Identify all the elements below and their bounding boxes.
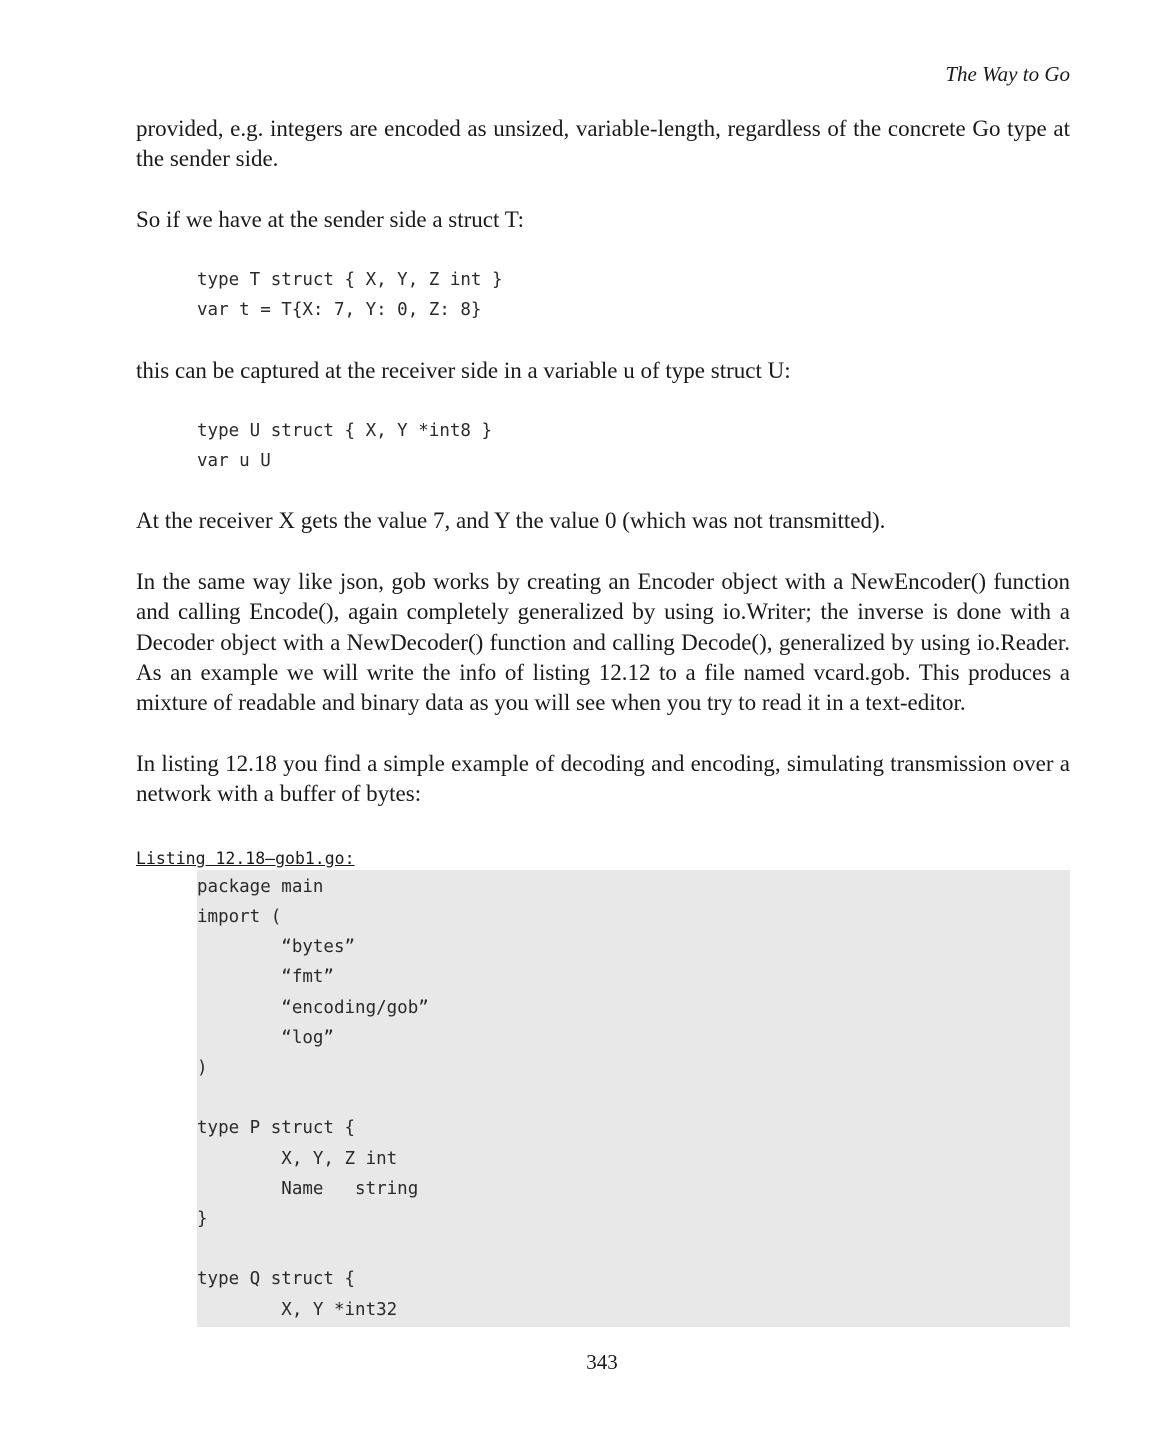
code-struct-t: type T struct { X, Y, Z int } var t = T{X: 7, Y: 0, Z: 8}	[197, 270, 503, 321]
paragraph-encoder-decoder: In the same way like json, gob works by creating an Encoder object with a NewEncoder() function and calling Encode(), again completely generalized by using io.Writer; the inverse is done with a Decoder object with a NewDecoder() function and calling Decode(), generalized by using io.Reader. As an example we will write the info of listing 12.12 to a file named vcard.gob. This produces a mixture of readable and binary data as you will see when you try to read it in a text-editor.	[136, 568, 1070, 716]
page-body	[136, 114, 1070, 1327]
listing-code-block	[197, 870, 1070, 1327]
paragraph-receiver-struct: this can be captured at the receiver side in a variable u of type struct U:	[136, 357, 791, 383]
running-header: The Way to Go	[945, 62, 1070, 86]
page-number: 343	[586, 1350, 618, 1374]
code-struct-u: type U struct { X, Y *int8 } var u U	[197, 421, 493, 472]
paragraph-sender-struct: So if we have at the sender side a struct T:	[136, 206, 525, 232]
listing-title: Listing 12.18—gob1.go:	[136, 848, 355, 868]
listing-code: package main import ( “bytes” “fmt” “encoding/gob” “log” ) type P struct { X, Y, Z int Name string } type Q struct { X, Y *int32	[197, 876, 429, 1320]
paragraph-encoding-intro: provided, e.g. integers are encoded as unsized, variable-length, regardless of the concrete Go type at the sender side.	[136, 116, 1070, 172]
paragraph-listing-intro: In listing 12.18 you find a simple example of decoding and encoding, simulating transmission over a network with a buffer of bytes:	[136, 750, 1070, 807]
paragraph-receiver-values: At the receiver X gets the value 7, and Y the value 0 (which was not transmitted).	[136, 508, 886, 534]
